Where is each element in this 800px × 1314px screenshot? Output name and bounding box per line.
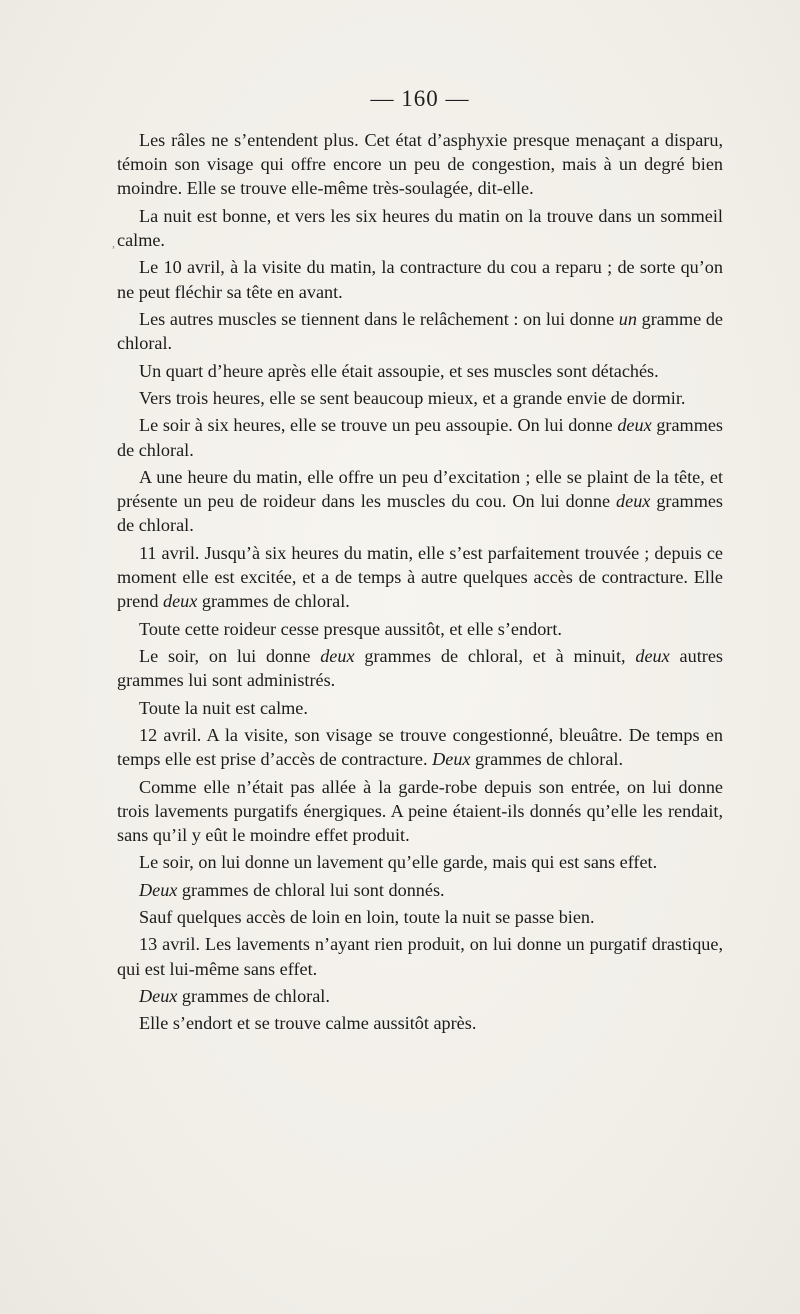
text-run: grammes de chloral. [197, 591, 350, 612]
paragraph [117, 204, 723, 252]
paragraph [117, 1011, 723, 1035]
paragraph [117, 617, 723, 641]
paragraph [117, 878, 723, 902]
paragraph [117, 984, 723, 1008]
text-run: Toute cette roideur cesse presque aussitôt, et elle s’endort. [139, 618, 562, 639]
italic-text: Deux [139, 879, 178, 900]
text-run: grammes de chloral. [470, 749, 624, 770]
text-run: Le soir à six heures, elle se trouve un peu assoupie. On lui donne [139, 415, 618, 436]
text-run: A une heure du matin, elle offre un peu d’excitation ; elle se plaint de la tête, et présente un peu de roideur dans les muscles du cou. On lui donne [117, 466, 723, 512]
text-run: 12 avril. A la visite, son visage se trouve congestionné, bleuâtre. De temps en temps elle est prise d’accès de contracture. [117, 724, 723, 770]
text-run: Les râles ne s’entendent plus. Cet état d’asphyxie presque menaçant a disparu, témoin son visage qui offre encore un peu de congestion, mais à un degré bien moindre. Elle se trouve elle-même très-soulagée, dit-elle. [117, 130, 723, 199]
text-run: grammes de chloral, et à minuit, [354, 645, 636, 666]
paragraph [117, 465, 723, 538]
paragraph [117, 644, 723, 692]
paragraph [117, 255, 723, 303]
text-run: gramme de chloral. [117, 308, 723, 354]
italic-text: deux [320, 645, 355, 666]
italic-text: deux [617, 415, 652, 436]
text-run: Le soir, on lui donne [139, 645, 321, 666]
italic-text: deux [162, 591, 198, 612]
text-run: Le soir, on lui donne un lavement qu’elle garde, mais qui est sans effet. [139, 852, 658, 873]
text-run: grammes de chloral. [117, 491, 724, 536]
text-run: La nuit est bonne, et vers les six heures du matin on la trouve dans un sommeil calme. [117, 205, 723, 250]
text-run: grammes de chloral. [177, 986, 330, 1007]
stray-ink-mark: , [112, 236, 115, 250]
italic-text: un [618, 308, 637, 329]
paragraph [117, 413, 723, 461]
text-run: Comme elle n’était pas allée à la garde-robe depuis son entrée, on lui donne trois lavements purgatifs énergiques. A peine étaient-ils donnés qu’elle les rendait, sans qu’il y eût le moindre effet produit. [117, 776, 723, 845]
paragraph [117, 905, 723, 929]
italic-text: deux [635, 645, 670, 666]
text-run: Toute la nuit est calme. [139, 697, 308, 718]
paragraph [117, 696, 723, 720]
paragraph [117, 775, 723, 848]
italic-text: Deux [432, 749, 471, 770]
text-run: 11 avril. Jusqu’à six heures du matin, elle s’est parfaitement trouvée ; depuis ce moment elle est excitée, et a de temps à autre quelques accès de contracture. Elle prend [117, 542, 723, 612]
text-run: Vers trois heures, elle se sent beaucoup mieux, et a grande envie de dormir. [139, 387, 686, 408]
text-run: grammes de chloral. [117, 415, 723, 460]
text-run: 13 avril. Les lavements n’ayant rien produit, on lui donne un purgatif drastique, qui est lui-même sans effet. [117, 934, 723, 979]
text-run: Les autres muscles se tiennent dans le relâchement : on lui donne [139, 308, 619, 329]
paragraph [117, 386, 723, 410]
paragraph [117, 723, 723, 771]
paragraph [117, 359, 723, 383]
paragraph [117, 850, 723, 874]
page-number: — 160 — [370, 86, 470, 111]
text-run: Elle s’endort et se trouve calme aussitôt après. [139, 1013, 477, 1034]
paragraph [117, 307, 723, 355]
text-run: Sauf quelques accès de loin en loin, toute la nuit se passe bien. [139, 907, 595, 928]
paragraph [117, 128, 723, 201]
text-run: Un quart d’heure après elle était assoupie, et ses muscles sont détachés. [139, 360, 659, 381]
italic-text: deux [616, 491, 651, 512]
text-run: autres grammes lui sont administrés. [117, 645, 723, 691]
text-run: Le 10 avril, à la visite du matin, la contracture du cou a reparu ; de sorte qu’on ne peut fléchir sa tête en avant. [117, 257, 723, 302]
paragraph [117, 541, 723, 614]
text-run: grammes de chloral lui sont donnés. [177, 879, 445, 900]
body-text [117, 128, 723, 1039]
italic-text: Deux [139, 986, 178, 1007]
paragraph [117, 932, 723, 980]
